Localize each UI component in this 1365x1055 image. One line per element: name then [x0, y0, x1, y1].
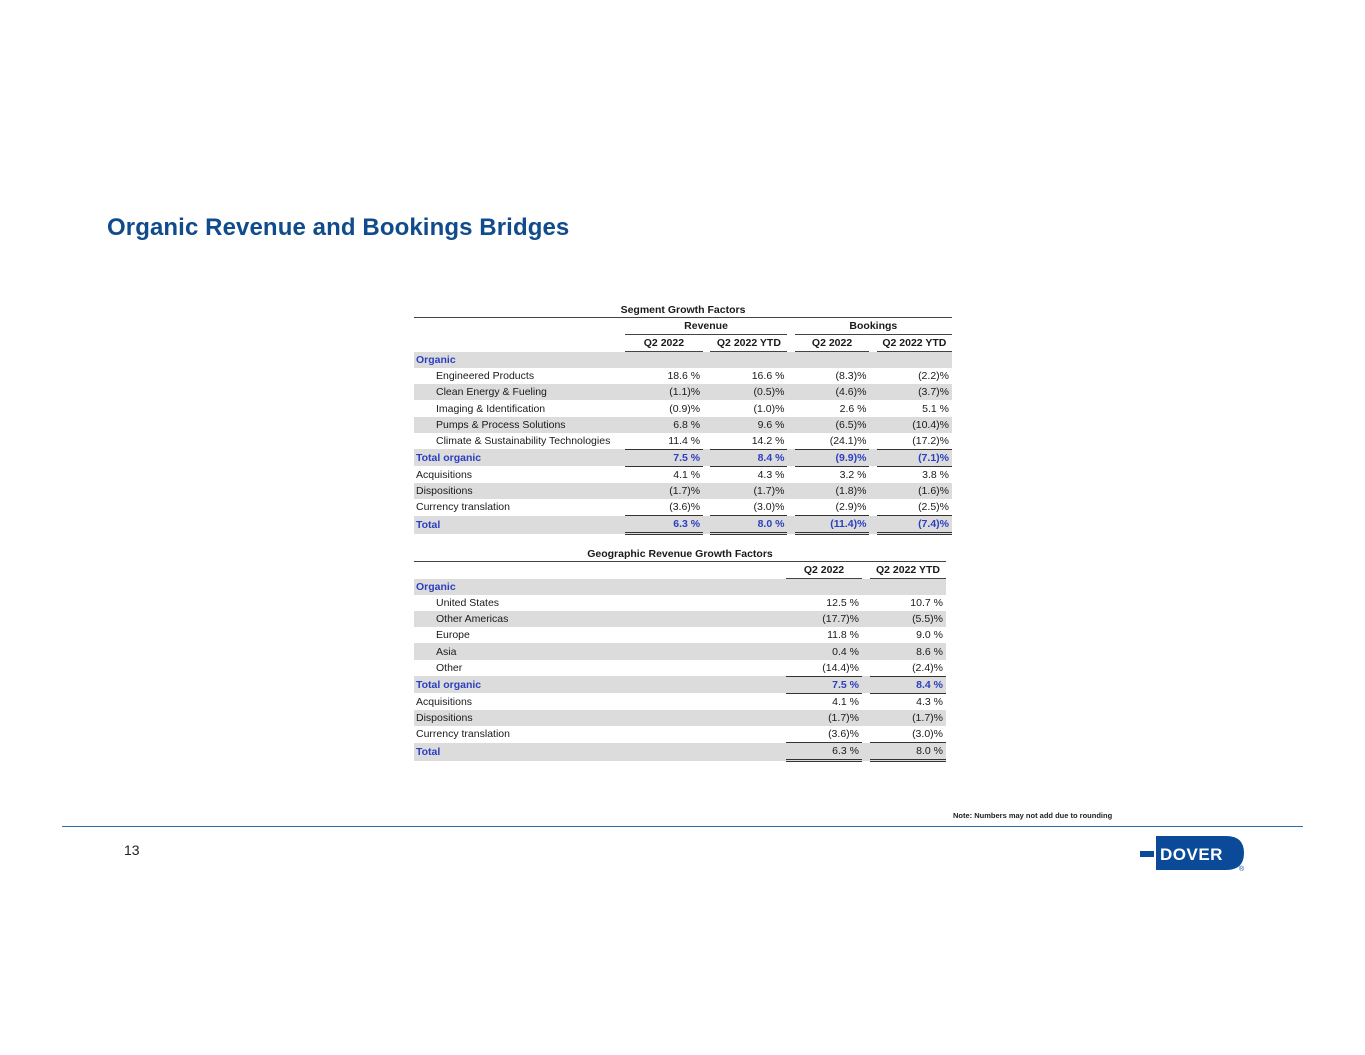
- cell-value: 11.8 %: [827, 629, 859, 642]
- row-label: Engineered Products: [436, 370, 535, 383]
- cell-value: (17.2)%: [877, 433, 952, 450]
- table-row-total-organic: [414, 449, 952, 466]
- row-label: Dispositions: [414, 483, 625, 499]
- row-label: Clean Energy & Fueling: [414, 384, 625, 400]
- cell-value: 0.4 %: [786, 643, 862, 659]
- column-header: Q2 2022: [786, 562, 862, 579]
- table-row: [414, 660, 946, 677]
- footer-divider: [62, 826, 1303, 827]
- cell-value: (4.6)%: [795, 384, 870, 400]
- column-header: Q2 2022 YTD: [877, 335, 952, 352]
- cell-value: (24.1)%: [795, 433, 870, 450]
- table-row: [414, 611, 946, 627]
- row-label: Total organic: [414, 676, 786, 693]
- rounding-note: Note: Numbers may not add due to rounding: [953, 811, 1113, 820]
- column-header: Q2 2022: [795, 335, 870, 352]
- cell-value: (1.7)%: [870, 710, 946, 726]
- cell-value: 4.1 %: [832, 695, 859, 708]
- page-number: 13: [124, 842, 140, 858]
- table-row: [414, 579, 946, 596]
- cell-value: (3.6)%: [625, 499, 703, 516]
- cell-value: (6.5)%: [795, 417, 870, 433]
- cell-value: 3.2 %: [839, 468, 867, 481]
- table-row: [414, 595, 946, 611]
- row-label: Acquisitions: [416, 468, 473, 481]
- cell-value: 4.1 %: [673, 468, 701, 481]
- bookings-group-header: Bookings: [795, 318, 952, 335]
- column-header: Q2 2022 YTD: [870, 562, 946, 579]
- table-row: [414, 710, 946, 726]
- cell-value: 6.3 %: [625, 516, 703, 534]
- cell-value: (0.9)%: [669, 402, 701, 415]
- cell-value: 8.4 %: [710, 449, 787, 466]
- geographic-growth-table: [414, 546, 946, 762]
- row-label: Total: [414, 743, 786, 761]
- table-row: [414, 726, 946, 743]
- cell-value: (8.3)%: [835, 370, 867, 383]
- cell-value: (2.9)%: [795, 499, 870, 516]
- row-label: Acquisitions: [416, 695, 473, 708]
- table-row: [414, 433, 952, 450]
- cell-value: (14.4)%: [786, 660, 862, 677]
- row-label: Asia: [414, 643, 786, 659]
- table-row: [414, 466, 952, 483]
- cell-value: 12.5 %: [826, 597, 859, 610]
- table-row: [414, 417, 952, 433]
- section-label: Organic: [414, 352, 625, 369]
- table-row: [414, 627, 946, 643]
- logo-left-bar: [1140, 851, 1154, 857]
- cell-value: (3.7)%: [877, 384, 952, 400]
- table-row-total: [414, 516, 952, 534]
- page-title: Organic Revenue and Bookings Bridges: [107, 214, 570, 241]
- row-label: Europe: [436, 629, 470, 642]
- row-label: Total: [414, 516, 625, 534]
- table-row: [414, 352, 952, 369]
- column-header: Q2 2022 YTD: [710, 335, 787, 352]
- row-label: Currency translation: [416, 501, 510, 514]
- cell-value: (2.2)%: [918, 370, 949, 383]
- row-label: Dispositions: [414, 710, 786, 726]
- cell-value: (1.8)%: [795, 483, 870, 499]
- cell-value: (7.4)%: [877, 516, 952, 534]
- row-label: Total organic: [414, 449, 625, 466]
- cell-value: (1.6)%: [877, 483, 952, 499]
- cell-value: (3.0)%: [710, 499, 787, 516]
- cell-value: 7.5 %: [625, 449, 703, 466]
- cell-value: 11.4 %: [625, 433, 703, 450]
- cell-value: 8.6 %: [870, 643, 946, 659]
- table-row: [414, 499, 952, 516]
- cell-value: 8.0 %: [870, 743, 946, 761]
- cell-value: 14.2 %: [710, 433, 787, 450]
- table-row: [414, 643, 946, 659]
- dover-logo: [1140, 834, 1248, 872]
- revenue-group-header: Revenue: [625, 318, 788, 335]
- cell-value: (1.1)%: [625, 384, 703, 400]
- cell-value: (10.4)%: [877, 417, 952, 433]
- cell-value: 2.6 %: [839, 402, 867, 415]
- cell-value: 4.3 %: [916, 695, 943, 708]
- cell-value: 8.4 %: [870, 676, 946, 693]
- cell-value: (3.6)%: [786, 726, 862, 743]
- cell-value: 9.6 %: [710, 417, 787, 433]
- cell-value: 3.8 %: [922, 468, 949, 481]
- table-row: [414, 693, 946, 710]
- table-row: [414, 368, 952, 384]
- cell-value: (5.5)%: [870, 611, 946, 627]
- row-label: Pumps & Process Solutions: [414, 417, 625, 433]
- table-row: [414, 400, 952, 416]
- cell-value: (9.9)%: [795, 449, 870, 466]
- cell-value: 8.0 %: [710, 516, 787, 534]
- section-label: Organic: [414, 579, 786, 596]
- cell-value: 4.3 %: [757, 468, 785, 481]
- cell-value: (17.7)%: [786, 611, 862, 627]
- cell-value: 16.6 %: [751, 370, 785, 383]
- cell-value: (11.4)%: [795, 516, 870, 534]
- cell-value: (0.5)%: [710, 384, 787, 400]
- cell-value: (1.7)%: [625, 483, 703, 499]
- row-label: United States: [436, 597, 500, 610]
- cell-value: (2.5)%: [877, 499, 952, 516]
- geographic-caption: Geographic Revenue Growth Factors: [414, 546, 946, 562]
- logo-text: DOVER: [1160, 845, 1223, 864]
- cell-value: (7.1)%: [877, 449, 952, 466]
- cell-value: 5.1 %: [922, 402, 949, 415]
- table-row: [414, 384, 952, 400]
- table-row-total: [414, 743, 946, 761]
- cell-value: 10.7 %: [910, 597, 943, 610]
- row-label: Other: [436, 661, 463, 674]
- cell-value: (3.0)%: [870, 726, 946, 743]
- cell-value: (1.7)%: [710, 483, 787, 499]
- row-label: Imaging & Identification: [436, 402, 546, 415]
- cell-value: 6.8 %: [625, 417, 703, 433]
- cell-value: 6.3 %: [786, 743, 862, 761]
- segment-growth-table: [414, 302, 952, 535]
- column-header: Q2 2022: [625, 335, 703, 352]
- cell-value: (2.4)%: [870, 660, 946, 677]
- cell-value: (1.0)%: [753, 402, 785, 415]
- segment-caption: Segment Growth Factors: [414, 302, 952, 318]
- cell-value: 18.6 %: [667, 370, 701, 383]
- cell-value: (1.7)%: [786, 710, 862, 726]
- registered-mark: ®: [1239, 866, 1245, 872]
- table-row: [414, 483, 952, 499]
- row-label: Other Americas: [414, 611, 786, 627]
- cell-value: 7.5 %: [786, 676, 862, 693]
- row-label: Climate & Sustainability Technologies: [436, 434, 611, 447]
- table-row-total-organic: [414, 676, 946, 693]
- row-label: Currency translation: [416, 728, 510, 741]
- cell-value: 9.0 %: [916, 629, 943, 642]
